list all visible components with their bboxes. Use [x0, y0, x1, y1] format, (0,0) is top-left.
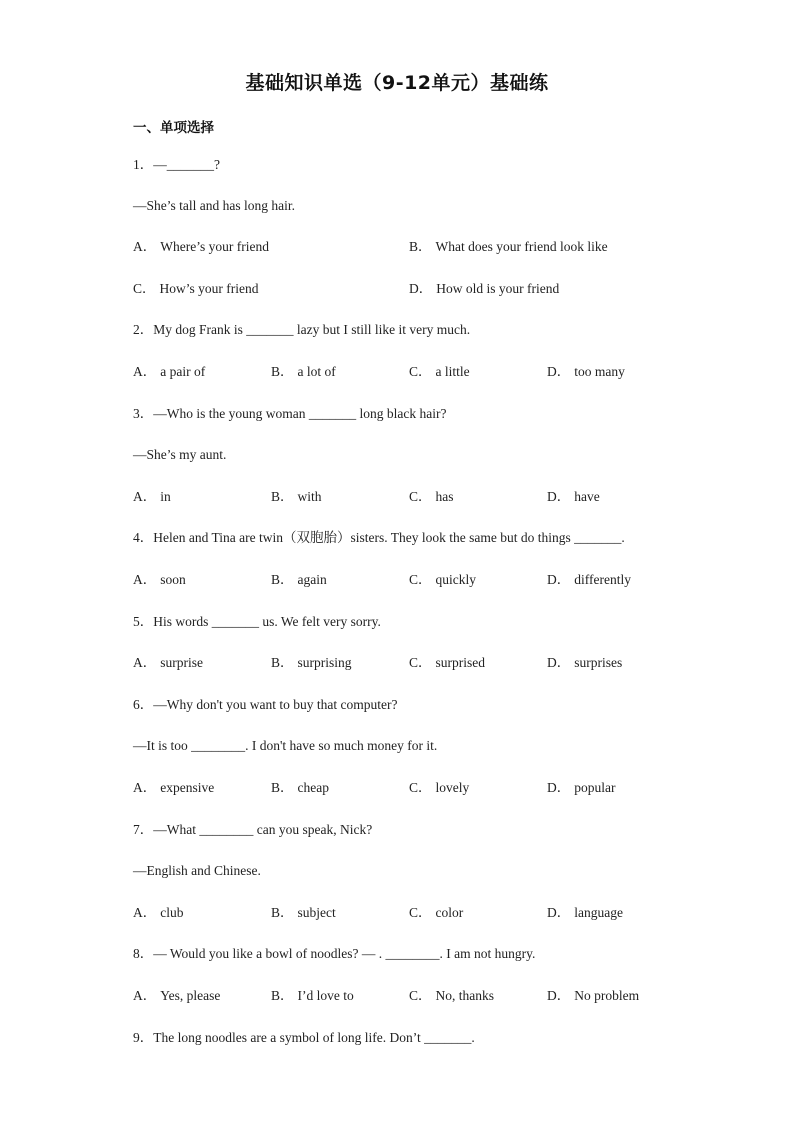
question-8-stem: 8．— Would you like a bowl of noodles? — . ________. I am not hungry.	[133, 946, 536, 961]
option-letter: D．	[409, 281, 433, 296]
option-letter: C．	[409, 780, 432, 795]
question-6-option-c[interactable]	[409, 779, 469, 797]
option-letter: B．	[271, 905, 294, 920]
question-2-option-c[interactable]	[409, 363, 470, 381]
option-text: too many	[574, 364, 625, 379]
option-letter: A．	[133, 780, 157, 795]
option-text: have	[574, 489, 600, 504]
question-6-option-d[interactable]	[547, 779, 616, 797]
option-letter: C．	[409, 988, 432, 1003]
option-text: with	[297, 489, 322, 504]
question-9-stem: 9．The long noodles are a symbol of long life. Don’t _______.	[133, 1030, 475, 1045]
question-1-option-c[interactable]	[133, 280, 259, 298]
question-1-stem: 1．—_______?	[133, 157, 220, 172]
question-2-option-b[interactable]	[271, 363, 336, 381]
option-text: subject	[297, 905, 336, 920]
question-8-option-b[interactable]	[271, 987, 354, 1005]
question-5-option-d[interactable]	[547, 654, 622, 672]
question-7-option-c[interactable]	[409, 904, 463, 922]
question-4-option-b[interactable]	[271, 571, 327, 589]
option-letter: A．	[133, 905, 157, 920]
option-text: cheap	[297, 780, 329, 795]
option-text: surprising	[297, 655, 352, 670]
option-letter: A．	[133, 364, 157, 379]
option-text: has	[435, 489, 454, 504]
question-1-answer-line: —She’s tall and has long hair.	[133, 198, 295, 213]
option-text: No, thanks	[435, 988, 495, 1003]
option-text: Yes, please	[160, 988, 221, 1003]
question-4-option-c[interactable]	[409, 571, 476, 589]
question-2-option-a[interactable]	[133, 363, 205, 381]
option-letter: C．	[409, 905, 432, 920]
option-text: surprise	[160, 655, 203, 670]
option-letter: B．	[271, 489, 294, 504]
option-letter: A．	[133, 572, 157, 587]
question-5-stem: 5．His words _______ us. We felt very sorry.	[133, 614, 381, 629]
option-text: No problem	[574, 988, 640, 1003]
question-8-option-d[interactable]	[547, 987, 639, 1005]
option-text: How’s your friend	[159, 281, 259, 296]
option-letter: B．	[271, 572, 294, 587]
option-text: popular	[574, 780, 616, 795]
option-text: quickly	[435, 572, 477, 587]
option-text: club	[160, 905, 184, 920]
question-6-option-b[interactable]	[271, 779, 329, 797]
question-4-stem: 4．Helen and Tina are twin（双胞胎）sisters. They look the same but do things _______.	[133, 530, 625, 545]
option-letter: B．	[271, 988, 294, 1003]
option-text: I’d love to	[297, 988, 354, 1003]
option-text: again	[297, 572, 327, 587]
option-text: Where’s your friend	[160, 239, 269, 254]
option-text: a little	[435, 364, 470, 379]
option-letter: C．	[409, 489, 432, 504]
option-letter: C．	[409, 572, 432, 587]
question-5-option-a[interactable]	[133, 654, 203, 672]
question-5-option-b[interactable]	[271, 654, 352, 672]
question-6-option-a[interactable]	[133, 779, 214, 797]
option-letter: D．	[547, 364, 571, 379]
option-text: How old is your friend	[436, 281, 560, 296]
question-3-answer-line: —She’s my aunt.	[133, 447, 227, 462]
question-8-option-c[interactable]	[409, 987, 494, 1005]
question-7-stem: 7．—What ________ can you speak, Nick?	[133, 822, 373, 837]
question-7-option-a[interactable]	[133, 904, 184, 922]
question-7-option-b[interactable]	[271, 904, 336, 922]
question-8-option-a[interactable]	[133, 987, 220, 1005]
option-letter: D．	[547, 655, 571, 670]
option-letter: C．	[409, 364, 432, 379]
option-letter: D．	[547, 905, 571, 920]
option-text: a lot of	[297, 364, 336, 379]
question-6-answer-line: —It is too ________. I don't have so much money for it.	[133, 738, 438, 753]
option-text: color	[435, 905, 464, 920]
option-text: surprised	[435, 655, 486, 670]
option-text: What does your friend look like	[435, 239, 608, 254]
question-3-option-d[interactable]	[547, 488, 600, 506]
option-text: soon	[160, 572, 186, 587]
option-letter: B．	[271, 364, 294, 379]
option-text: a pair of	[160, 364, 206, 379]
question-3-stem: 3．—Who is the young woman _______ long black hair?	[133, 406, 447, 421]
option-text: in	[160, 489, 171, 504]
option-text: lovely	[435, 780, 470, 795]
option-text: expensive	[160, 780, 215, 795]
option-letter: B．	[271, 655, 294, 670]
question-4-option-d[interactable]	[547, 571, 631, 589]
option-letter: A．	[133, 489, 157, 504]
option-letter: D．	[547, 489, 571, 504]
option-letter: A．	[133, 239, 157, 254]
option-text: language	[574, 905, 623, 920]
question-3-option-a[interactable]	[133, 488, 171, 506]
page-title: 基础知识单选（9-12单元）基础练	[245, 72, 549, 94]
option-letter: C．	[133, 281, 156, 296]
option-text: differently	[574, 572, 631, 587]
question-1-option-d[interactable]	[409, 280, 559, 298]
option-letter: C．	[409, 655, 432, 670]
question-2-stem: 2．My dog Frank is _______ lazy but I still like it very much.	[133, 322, 471, 337]
question-7-answer-line: —English and Chinese.	[133, 863, 261, 878]
option-text: surprises	[574, 655, 623, 670]
question-1-option-a[interactable]	[133, 238, 269, 256]
question-4-option-a[interactable]	[133, 571, 186, 589]
option-letter: B．	[271, 780, 294, 795]
question-3-option-c[interactable]	[409, 488, 454, 506]
option-letter: D．	[547, 988, 571, 1003]
question-7-option-d[interactable]	[547, 904, 623, 922]
option-letter: A．	[133, 988, 157, 1003]
question-1-option-b[interactable]	[409, 238, 608, 256]
option-letter: A．	[133, 655, 157, 670]
question-6-stem: 6．—Why don't you want to buy that computer?	[133, 697, 398, 712]
option-letter: B．	[409, 239, 432, 254]
option-letter: D．	[547, 572, 571, 587]
section-heading: 一、单项选择	[133, 120, 214, 136]
question-5-option-c[interactable]	[409, 654, 485, 672]
question-2-option-d[interactable]	[547, 363, 625, 381]
option-letter: D．	[547, 780, 571, 795]
question-3-option-b[interactable]	[271, 488, 322, 506]
